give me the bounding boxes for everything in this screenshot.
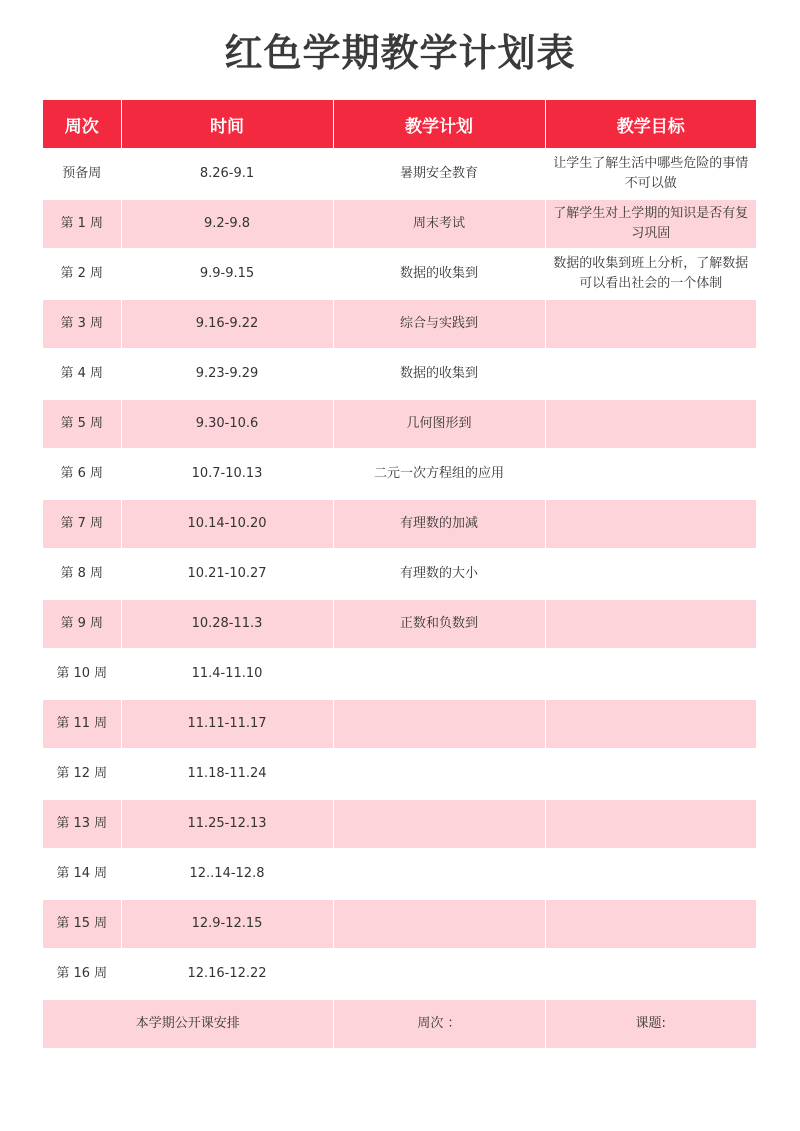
goal-cell <box>545 549 756 599</box>
goal-cell <box>545 449 756 499</box>
time-cell: 12..14-12.8 <box>121 849 333 899</box>
plan-cell: 正数和负数到 <box>333 599 545 649</box>
table-row <box>43 699 756 749</box>
footer-row <box>43 999 756 1048</box>
time-cell: 8.26-9.1 <box>121 149 333 199</box>
page-title: 红色学期教学计划表 <box>224 31 576 75</box>
header-goal: 教学目标 <box>545 100 756 149</box>
plan-cell <box>333 749 545 799</box>
footer-label: 本学期公开课安排 <box>43 999 333 1048</box>
week-cell: 第 6 周 <box>43 449 121 499</box>
goal-cell: 让学生了解生活中哪些危险的事情不可以做 <box>545 149 756 199</box>
goal-cell <box>545 399 756 449</box>
time-cell: 10.7-10.13 <box>121 449 333 499</box>
plan-cell: 有理数的大小 <box>333 549 545 599</box>
week-cell: 第 3 周 <box>43 299 121 349</box>
footer-week-label: 周次 ： <box>333 999 545 1048</box>
week-cell: 第 11 周 <box>43 699 121 749</box>
table-body <box>43 149 756 999</box>
table-row <box>43 499 756 549</box>
time-cell: 9.9-9.15 <box>121 249 333 299</box>
plan-cell: 数据的收集到 <box>333 349 545 399</box>
time-cell: 12.9-12.15 <box>121 899 333 949</box>
table-row <box>43 649 756 699</box>
goal-cell <box>545 499 756 549</box>
week-cell: 第 12 周 <box>43 749 121 799</box>
plan-cell <box>333 649 545 699</box>
plan-cell <box>333 699 545 749</box>
week-cell: 第 8 周 <box>43 549 121 599</box>
plan-cell: 数据的收集到 <box>333 249 545 299</box>
time-cell: 10.14-10.20 <box>121 499 333 549</box>
week-cell: 第 10 周 <box>43 649 121 699</box>
time-cell: 9.2-9.8 <box>121 199 333 249</box>
week-cell: 第 9 周 <box>43 599 121 649</box>
table-row <box>43 549 756 599</box>
goal-cell <box>545 849 756 899</box>
week-cell: 第 7 周 <box>43 499 121 549</box>
goal-cell <box>545 599 756 649</box>
table-row <box>43 299 756 349</box>
plan-cell <box>333 849 545 899</box>
table-row <box>43 149 756 199</box>
week-cell: 第 5 周 <box>43 399 121 449</box>
goal-cell <box>545 349 756 399</box>
header-week: 周次 <box>43 100 121 149</box>
plan-cell: 暑期安全教育 <box>333 149 545 199</box>
table-row <box>43 849 756 899</box>
plan-cell <box>333 949 545 999</box>
time-cell: 11.18-11.24 <box>121 749 333 799</box>
goal-cell <box>545 649 756 699</box>
goal-cell: 数据的收集到班上分析，了解数据可以看出社会的一个体制 <box>545 249 756 299</box>
teaching-plan-table <box>43 100 756 1048</box>
goal-cell <box>545 799 756 849</box>
footer-topic-label: 课题: <box>545 999 756 1048</box>
week-cell: 第 4 周 <box>43 349 121 399</box>
week-cell: 第 1 周 <box>43 199 121 249</box>
table-header-row <box>43 100 756 149</box>
table-row <box>43 449 756 499</box>
week-cell: 第 15 周 <box>43 899 121 949</box>
table-row <box>43 749 756 799</box>
table-row <box>43 899 756 949</box>
goal-cell: 了解学生对上学期的知识是否有复习巩固 <box>545 199 756 249</box>
time-cell: 12.16-12.22 <box>121 949 333 999</box>
time-cell: 10.21-10.27 <box>121 549 333 599</box>
table-row <box>43 799 756 849</box>
week-cell: 第 2 周 <box>43 249 121 299</box>
goal-cell <box>545 749 756 799</box>
goal-cell <box>545 949 756 999</box>
plan-cell: 几何图形到 <box>333 399 545 449</box>
plan-cell: 有理数的加减 <box>333 499 545 549</box>
plan-cell: 综合与实践到 <box>333 299 545 349</box>
goal-cell <box>545 699 756 749</box>
table-row <box>43 349 756 399</box>
week-cell: 第 14 周 <box>43 849 121 899</box>
table-row <box>43 199 756 249</box>
time-cell: 9.23-9.29 <box>121 349 333 399</box>
plan-cell: 二元一次方程组的应用 <box>333 449 545 499</box>
time-cell: 9.30-10.6 <box>121 399 333 449</box>
time-cell: 11.11-11.17 <box>121 699 333 749</box>
week-cell: 第 16 周 <box>43 949 121 999</box>
plan-cell <box>333 899 545 949</box>
week-cell: 预备周 <box>43 149 121 199</box>
time-cell: 11.25-12.13 <box>121 799 333 849</box>
header-time: 时间 <box>121 100 333 149</box>
table-row <box>43 249 756 299</box>
plan-cell: 周末考试 <box>333 199 545 249</box>
goal-cell <box>545 899 756 949</box>
goal-cell <box>545 299 756 349</box>
header-plan: 教学计划 <box>333 100 545 149</box>
time-cell: 11.4-11.10 <box>121 649 333 699</box>
week-cell: 第 13 周 <box>43 799 121 849</box>
table-row <box>43 399 756 449</box>
time-cell: 9.16-9.22 <box>121 299 333 349</box>
time-cell: 10.28-11.3 <box>121 599 333 649</box>
plan-cell <box>333 799 545 849</box>
table-row <box>43 599 756 649</box>
table-row <box>43 949 756 999</box>
